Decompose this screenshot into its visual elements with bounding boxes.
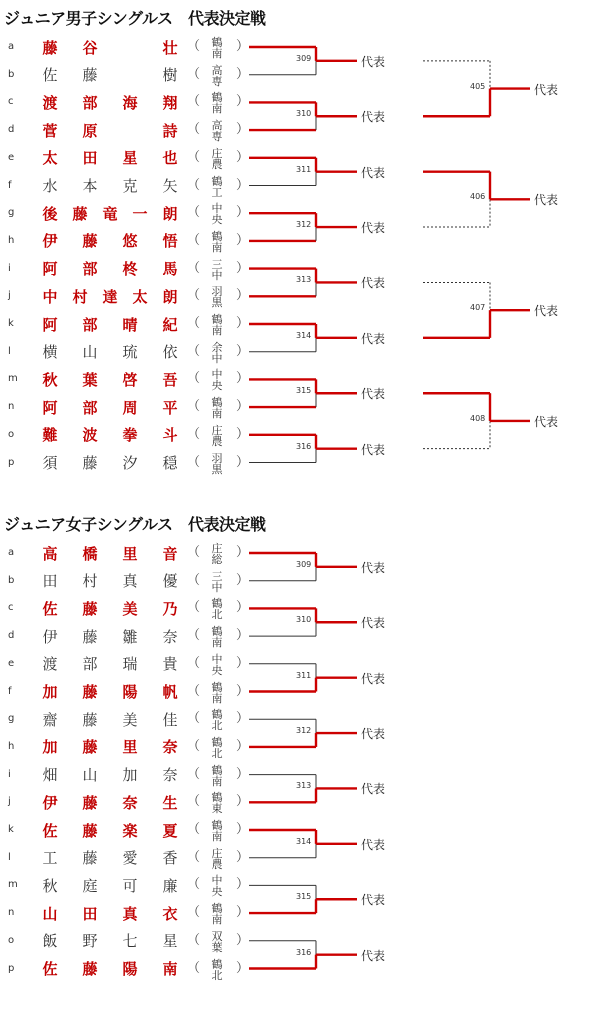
player-affiliation: 三中	[211, 257, 223, 282]
player-affiliation: 庄総	[211, 542, 223, 566]
open-paren: （	[187, 399, 201, 415]
open-paren: （	[187, 905, 201, 921]
player-affiliation: 鶴北	[211, 708, 223, 733]
open-paren: （	[187, 454, 201, 470]
player-name: 秋 葉 啓 吾	[42, 370, 178, 389]
open-paren: （	[187, 122, 201, 138]
player-seed-letter: h	[8, 740, 15, 752]
close-paren: ）	[236, 316, 250, 331]
player-seed-letter: a	[8, 547, 15, 558]
player-name: 渡 部 海 翔	[42, 93, 178, 112]
match-number: 311	[296, 670, 312, 680]
player-affiliation: 鶴南	[211, 313, 223, 337]
player-name: 阿 部 柊 馬	[42, 260, 178, 279]
player-affiliation: 中央	[211, 202, 223, 227]
close-paren: ）	[236, 454, 250, 470]
player-seed-letter: d	[8, 124, 15, 136]
player-name: 畑 山 加 奈	[42, 766, 178, 785]
player-affiliation: 鶴北	[211, 735, 223, 760]
player-name: 佐 藤 樹	[42, 66, 178, 85]
player-name: 佐 藤 楽 夏	[42, 821, 178, 840]
player-name: 伊 藤 奈 生	[42, 793, 178, 812]
result-label: 代表	[361, 782, 386, 797]
player-affiliation: 羽黒	[211, 451, 223, 476]
player-affiliation: 鶴南	[211, 625, 223, 650]
player-name: 須 藤 汐 穏	[42, 454, 178, 472]
open-paren: （	[187, 960, 201, 976]
player-name: 阿 部 周 平	[42, 398, 178, 417]
player-name: 伊 藤 雛 奈	[42, 627, 178, 646]
player-name: 菅 原 詩	[42, 121, 178, 140]
player-name: 佐 藤 陽 南	[42, 960, 178, 978]
player-affiliation: 三中	[211, 569, 223, 594]
result-label: 代表	[361, 442, 386, 457]
close-paren: ）	[236, 122, 250, 138]
second-match-number: 406	[470, 192, 486, 202]
player-name: 伊 藤 悠 悟	[42, 232, 178, 251]
close-paren: ）	[236, 94, 250, 110]
close-paren: ）	[236, 628, 250, 644]
player-name: 阿 部 晴 紀	[42, 315, 178, 334]
player-affiliation: 余中	[211, 340, 223, 365]
result-label: 代表	[361, 54, 386, 69]
result-label: 代表	[361, 727, 386, 742]
open-paren: （	[187, 572, 201, 588]
second-match-number: 407	[470, 303, 486, 313]
open-paren: （	[187, 877, 201, 893]
match-number: 312	[296, 726, 312, 736]
open-paren: （	[187, 766, 201, 782]
player-seed-letter: k	[8, 318, 14, 329]
open-paren: （	[187, 66, 201, 82]
match-number: 316	[296, 441, 312, 451]
player-name: 難 波 拳 斗	[42, 426, 178, 445]
close-paren: ）	[236, 600, 250, 616]
close-paren: ）	[236, 288, 250, 304]
match-number: 310	[296, 615, 312, 625]
second-result-label: 代表	[534, 414, 559, 429]
close-paren: ）	[236, 960, 250, 976]
close-paren: ）	[236, 905, 250, 921]
player-seed-letter: f	[8, 179, 12, 191]
player-seed-letter: c	[8, 96, 14, 108]
close-paren: ）	[236, 545, 250, 560]
open-paren: （	[187, 316, 201, 331]
close-paren: ）	[236, 205, 250, 221]
player-affiliation: 鶴南	[211, 763, 223, 788]
player-seed-letter: e	[8, 151, 15, 163]
player-seed-letter: p	[8, 962, 15, 974]
player-name: 秋 庭 可 廉	[42, 876, 178, 895]
result-label: 代表	[361, 110, 386, 125]
player-seed-letter: o	[8, 428, 15, 440]
match-number: 312	[296, 220, 312, 230]
player-seed-letter: c	[8, 602, 14, 614]
player-affiliation: 鶴工	[211, 174, 223, 199]
player-seed-letter: l	[8, 345, 11, 357]
player-seed-letter: d	[8, 630, 15, 642]
player-seed-letter: o	[8, 934, 15, 946]
close-paren: ）	[236, 794, 250, 810]
player-affiliation: 高専	[211, 63, 223, 88]
close-paren: ）	[236, 39, 250, 54]
close-paren: ）	[236, 177, 250, 193]
player-name: 太 田 星 也	[42, 149, 178, 168]
open-paren: （	[187, 822, 201, 837]
close-paren: ）	[236, 371, 250, 387]
player-affiliation: 鶴南	[211, 229, 223, 254]
match-number: 316	[296, 947, 312, 957]
result-label: 代表	[361, 671, 386, 686]
close-paren: ）	[236, 711, 250, 727]
close-paren: ）	[236, 766, 250, 782]
second-result-label: 代表	[534, 82, 559, 97]
player-seed-letter: a	[8, 41, 15, 52]
close-paren: ）	[236, 822, 250, 837]
player-name: 山 田 真 衣	[42, 904, 178, 923]
player-affiliation: 鶴北	[211, 597, 223, 622]
open-paren: （	[187, 205, 201, 221]
result-label: 代表	[361, 221, 386, 236]
player-affiliation: 高専	[211, 119, 223, 144]
player-affiliation: 鶴東	[211, 791, 223, 816]
player-name: 加 藤 陽 帆	[42, 683, 178, 701]
open-paren: （	[187, 260, 201, 276]
player-affiliation: 中央	[211, 368, 223, 393]
player-seed-letter: j	[8, 796, 11, 808]
result-label: 代表	[361, 560, 386, 575]
girls-title: ジュニア女子シングルス 代表決定戦	[4, 515, 266, 534]
player-affiliation: 鶴南	[211, 396, 223, 421]
second-result-label: 代表	[534, 304, 559, 319]
player-seed-letter: g	[8, 207, 15, 219]
player-seed-letter: f	[8, 685, 12, 697]
result-label: 代表	[361, 893, 386, 908]
open-paren: （	[187, 794, 201, 810]
open-paren: （	[187, 39, 201, 54]
match-number: 309	[296, 559, 312, 569]
match-number: 309	[296, 53, 312, 63]
close-paren: ）	[236, 399, 250, 415]
player-seed-letter: m	[8, 373, 18, 385]
player-name: 田 村 真 優	[42, 572, 178, 591]
result-label: 代表	[361, 276, 386, 291]
close-paren: ）	[236, 932, 250, 948]
player-name: 佐 藤 美 乃	[42, 599, 178, 618]
player-seed-letter: b	[8, 68, 15, 80]
player-affiliation: 庄農	[211, 146, 223, 171]
open-paren: （	[187, 628, 201, 644]
player-name: 渡 部 瑞 貴	[42, 655, 178, 674]
close-paren: ）	[236, 260, 250, 276]
close-paren: ）	[236, 232, 250, 248]
open-paren: （	[187, 600, 201, 616]
player-seed-letter: n	[8, 401, 15, 413]
match-number: 313	[296, 781, 312, 791]
player-affiliation: 中央	[211, 874, 223, 899]
match-number: 315	[296, 386, 312, 396]
open-paren: （	[187, 371, 201, 387]
player-affiliation: 鶴南	[211, 680, 223, 705]
close-paren: ）	[236, 877, 250, 893]
close-paren: ）	[236, 426, 250, 442]
boys-title: ジュニア男子シングルス 代表決定戦	[4, 9, 266, 28]
player-name: 後 藤 竜 一 朗	[42, 204, 178, 223]
match-number: 313	[296, 275, 312, 285]
close-paren: ）	[236, 849, 250, 865]
match-number: 314	[296, 836, 312, 846]
match-number: 315	[296, 892, 312, 902]
player-seed-letter: m	[8, 879, 18, 891]
close-paren: ）	[236, 66, 250, 82]
player-affiliation: 鶴南	[211, 91, 223, 116]
open-paren: （	[187, 177, 201, 193]
open-paren: （	[187, 149, 201, 165]
second-result-label: 代表	[534, 193, 559, 208]
player-seed-letter: p	[8, 456, 15, 468]
result-label: 代表	[361, 387, 386, 402]
player-name: 水 本 克 矢	[42, 177, 178, 195]
open-paren: （	[187, 232, 201, 248]
player-seed-letter: j	[8, 290, 11, 302]
player-name: 藤 谷 壮	[42, 38, 178, 57]
close-paren: ）	[236, 683, 250, 699]
player-affiliation: 鶴北	[211, 957, 223, 982]
player-affiliation: 鶴南	[211, 819, 223, 843]
result-label: 代表	[361, 165, 386, 180]
open-paren: （	[187, 683, 201, 699]
player-name: 工 藤 愛 香	[42, 849, 178, 868]
result-label: 代表	[361, 616, 386, 631]
player-name: 高 橋 里 音	[42, 544, 178, 563]
second-match-number: 405	[470, 81, 486, 91]
open-paren: （	[187, 849, 201, 865]
close-paren: ）	[236, 572, 250, 588]
player-seed-letter: i	[8, 768, 11, 780]
player-seed-letter: e	[8, 657, 15, 669]
player-seed-letter: n	[8, 907, 15, 919]
open-paren: （	[187, 711, 201, 727]
open-paren: （	[187, 288, 201, 304]
result-label: 代表	[361, 331, 386, 346]
open-paren: （	[187, 655, 201, 671]
player-affiliation: 鶴南	[211, 36, 223, 60]
player-affiliation: 双葉	[211, 929, 223, 954]
close-paren: ）	[236, 149, 250, 165]
player-affiliation: 庄農	[211, 846, 223, 871]
player-name: 齋 藤 美 佳	[42, 710, 178, 729]
match-number: 310	[296, 109, 312, 119]
open-paren: （	[187, 738, 201, 754]
player-affiliation: 中央	[211, 652, 223, 677]
open-paren: （	[187, 343, 201, 359]
result-label: 代表	[361, 837, 386, 852]
match-number: 314	[296, 330, 312, 340]
close-paren: ）	[236, 738, 250, 754]
close-paren: ）	[236, 343, 250, 359]
player-name: 横 山 琉 依	[42, 343, 178, 362]
player-affiliation: 鶴南	[211, 902, 223, 927]
player-name: 飯 野 七 星	[42, 932, 178, 951]
player-seed-letter: k	[8, 824, 14, 835]
player-affiliation: 庄農	[211, 423, 223, 448]
close-paren: ）	[236, 655, 250, 671]
player-name: 中 村 達 太 朗	[42, 287, 178, 306]
player-name: 加 藤 里 奈	[42, 738, 178, 757]
result-label: 代表	[361, 948, 386, 963]
second-match-number: 408	[470, 413, 486, 423]
player-affiliation: 羽黒	[211, 285, 223, 310]
player-seed-letter: h	[8, 234, 15, 246]
open-paren: （	[187, 94, 201, 110]
player-seed-letter: i	[8, 262, 11, 274]
match-number: 311	[296, 164, 312, 174]
open-paren: （	[187, 545, 201, 560]
player-seed-letter: l	[8, 851, 11, 863]
player-seed-letter: b	[8, 574, 15, 586]
open-paren: （	[187, 932, 201, 948]
player-seed-letter: g	[8, 713, 15, 725]
open-paren: （	[187, 426, 201, 442]
